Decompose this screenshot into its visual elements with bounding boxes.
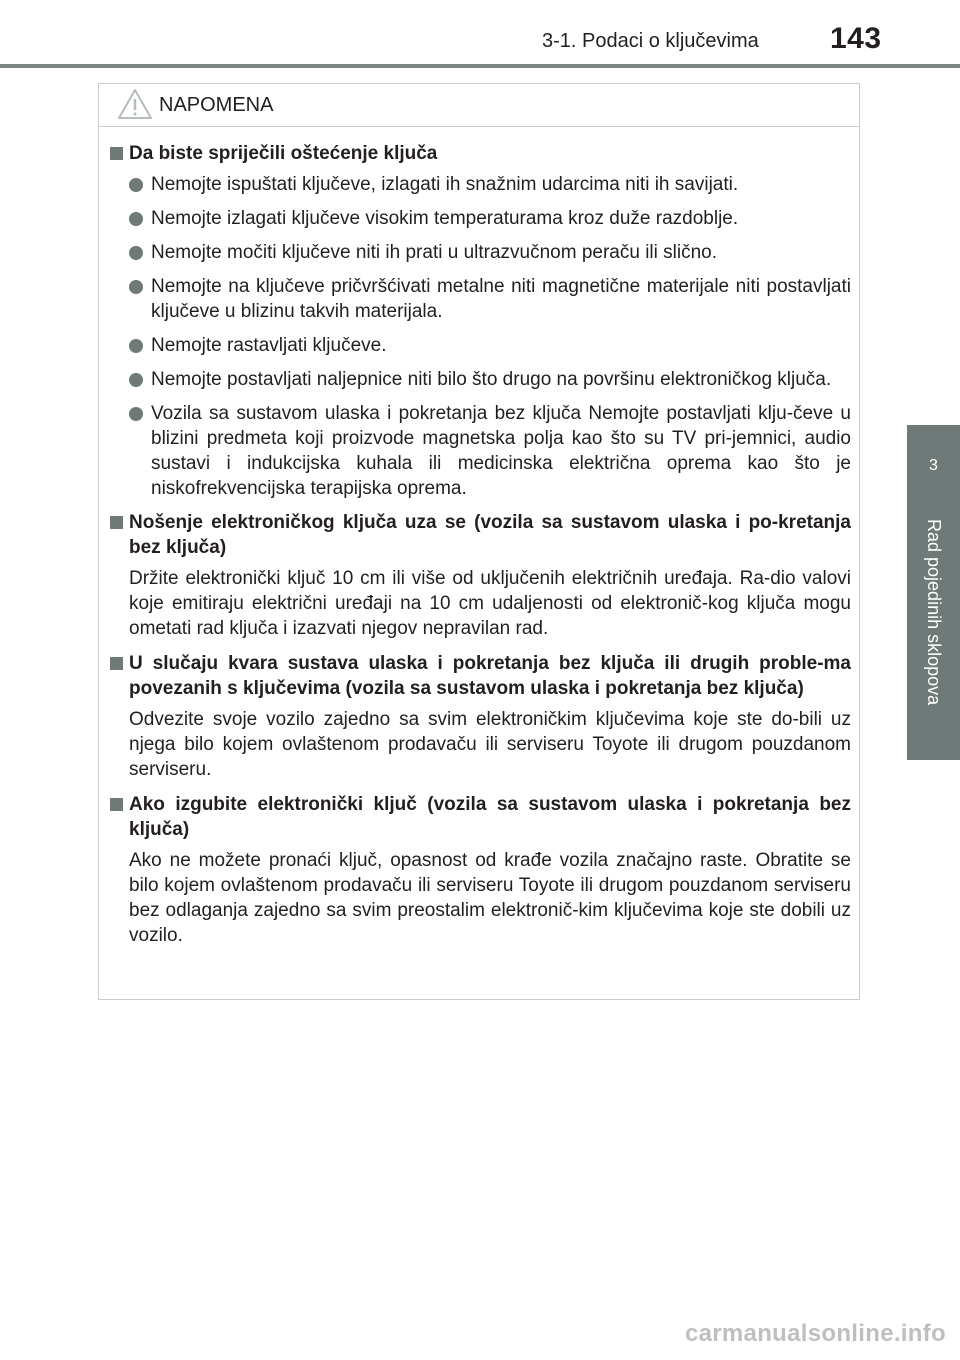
list-item xyxy=(107,333,851,358)
notice-header xyxy=(99,84,859,127)
section-paragraph: Odvezite svoje vozilo zajedno sa svim elektroničkim ključevima koje ste do-bili uz njega bilo kojem ovlaštenom prodavaču ili serviseru Toyote ili drugom pouzdanom serviseru. xyxy=(129,709,851,780)
list-item xyxy=(107,240,851,265)
list-item xyxy=(107,206,851,231)
section-heading-text: Ako izgubite elektronički ključ (vozila sa sustavom ulaska i pokretanja bez ključa) xyxy=(129,794,851,840)
section-heading xyxy=(107,651,851,701)
list-item-text: Nemojte ispuštati ključeve, izlagati ih snažnim udarcima niti ih savijati. xyxy=(151,174,739,195)
notice-box xyxy=(98,83,860,1000)
warning-triangle-icon xyxy=(117,88,153,120)
round-bullet-icon xyxy=(129,178,143,192)
section-title: 3-1. Podaci o ključevima xyxy=(542,30,759,52)
section-heading-text: U slučaju kvara sustava ulaska i pokretanja bez ključa ili drugih proble-ma povezanih s ključevima (vozila sa sustavom ulaska i pokretanja bez ključa) xyxy=(129,653,851,699)
chapter-tab-label-text: Rad pojedinih sklopova xyxy=(924,519,944,706)
section-heading xyxy=(107,792,851,842)
page-header xyxy=(0,0,960,70)
section-heading xyxy=(107,510,851,560)
section-heading-text: Da biste spriječili oštećenje ključa xyxy=(129,143,438,164)
section-paragraph: Držite elektronički ključ 10 cm ili više od uključenih električnih uređaja. Ra-dio valovi koje emitiraju električni uređaji na 10 cm udaljenosti od elektronič-kog ključa mogu ometati rad ključa i izazvati njegov nepravilan rad. xyxy=(129,568,851,639)
list-item xyxy=(107,172,851,197)
section-paragraph: Ako ne možete pronaći ključ, opasnost od krađe vozila značajno raste. Obratite se bilo kojem ovlaštenom prodavaču ili serviseru Toyote ili drugom pouzdanom serviseru bez odlaganja zajedno sa svim preostalim elektronič-kim ključevima koje ste dobili uz vozilo. xyxy=(129,850,851,946)
list-item xyxy=(107,401,851,501)
page-number: 143 xyxy=(830,22,882,55)
round-bullet-icon xyxy=(129,246,143,260)
notice-body xyxy=(99,127,859,948)
list-item-text: Nemojte na ključeve pričvršćivati metalne niti magnetične materijale niti postavljati ključeve u blizinu takvih materijala. xyxy=(151,276,851,322)
square-bullet-icon xyxy=(110,516,123,529)
round-bullet-icon xyxy=(129,212,143,226)
list-item-text: Nemojte postavljati naljepnice niti bilo što drugo na površinu elektroničkog ključa. xyxy=(151,369,832,390)
list-item-text: Nemojte rastavljati ključeve. xyxy=(151,335,387,356)
list-item xyxy=(107,274,851,324)
chapter-tab-label xyxy=(907,507,960,760)
square-bullet-icon xyxy=(110,657,123,670)
list-item-text: Nemojte močiti ključeve niti ih prati u ultrazvučnom peraču ili slično. xyxy=(151,242,718,263)
square-bullet-icon xyxy=(110,798,123,811)
list-item xyxy=(107,367,851,392)
watermark: carmanualsonline.info xyxy=(684,1320,946,1347)
notice-title: NAPOMENA xyxy=(159,94,274,116)
round-bullet-icon xyxy=(129,280,143,294)
list-item-text: Nemojte izlagati ključeve visokim temperaturama kroz duže razdoblje. xyxy=(151,208,739,229)
list-item-text: Vozila sa sustavom ulaska i pokretanja bez ključa Nemojte postavljati klju-čeve u blizini predmeta koji proizvode magnetska polja kao što su TV pri-jemnici, audio sustavi i indukcijska kuhala ili medicinska električna oprema kao što je niskofrekvencijska terapijska oprema. xyxy=(151,403,851,499)
chapter-tab-number: 3 xyxy=(907,425,960,507)
round-bullet-icon xyxy=(129,339,143,353)
round-bullet-icon xyxy=(129,373,143,387)
square-bullet-icon xyxy=(110,147,123,160)
section-heading-text: Nošenje elektroničkog ključa uza se (vozila sa sustavom ulaska i po-kretanja bez ključa) xyxy=(129,512,851,558)
header-divider xyxy=(0,64,960,68)
section-heading xyxy=(107,141,851,166)
round-bullet-icon xyxy=(129,407,143,421)
